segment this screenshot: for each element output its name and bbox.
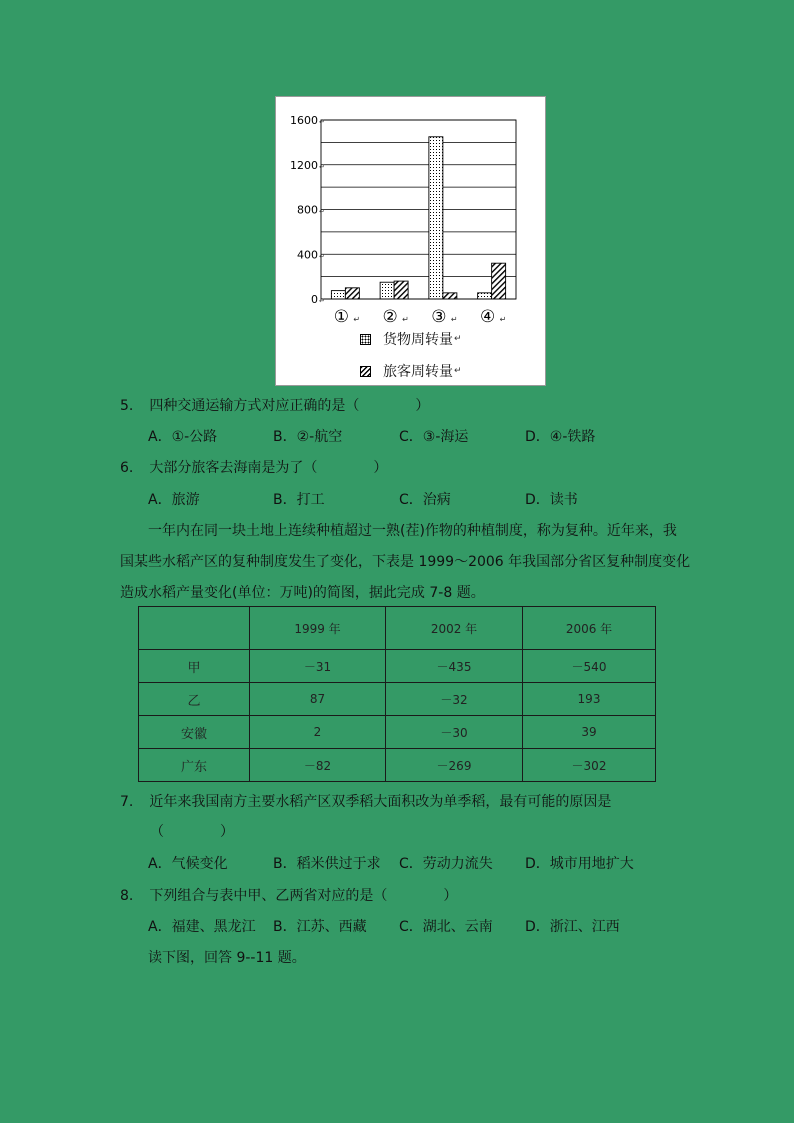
- return-mark: ↵: [499, 315, 507, 324]
- chart-bars: [331, 137, 505, 299]
- legend-item-freight: [360, 329, 462, 349]
- chart-grid: [321, 120, 516, 299]
- bar-freight: [429, 137, 443, 299]
- table-header-cell: [139, 607, 250, 650]
- q7-option-b[interactable]: B．稻米供过于求: [273, 856, 381, 872]
- bar-passenger: [443, 293, 457, 299]
- return-mark: ↵: [454, 334, 462, 344]
- q7-option-a[interactable]: A．气候变化: [148, 856, 228, 872]
- table-cell: 2: [250, 716, 386, 749]
- table-header-cell: 2002 年: [386, 607, 523, 650]
- table-cell: 39: [523, 716, 656, 749]
- table-cell: －435: [386, 650, 523, 683]
- intro-line-3: 造成水稻产量变化(单位：万吨)的简图，据此完成 7-8 题。: [120, 585, 485, 601]
- x-category-label: ④: [480, 307, 496, 327]
- legend-label-freight: 货物周转量: [383, 332, 453, 348]
- question-6: [120, 457, 387, 477]
- bar-freight: [478, 293, 492, 299]
- legend-item-passenger: [360, 361, 462, 381]
- y-tick-label: 1600: [290, 114, 318, 127]
- table-cell: 安徽: [139, 716, 250, 749]
- question-text: 下列组合与表中甲、乙两省对应的是（ ）: [149, 888, 458, 904]
- q8-option-a[interactable]: A．福建、黑龙江: [148, 919, 256, 935]
- return-mark: ↵: [353, 315, 361, 324]
- table-row: [139, 650, 656, 683]
- q5-option-c[interactable]: C．③-海运: [399, 429, 469, 445]
- bar-passenger: [492, 263, 506, 299]
- question-text: 大部分旅客去海南是为了（ ）: [149, 460, 388, 476]
- table-cell: －540: [523, 650, 656, 683]
- question-number: 7.: [120, 794, 134, 810]
- rice-yield-table: [138, 606, 656, 782]
- q6-option-c[interactable]: C．治病: [399, 492, 451, 508]
- return-mark: ↵: [319, 162, 325, 171]
- q6-option-b[interactable]: B．打工: [273, 492, 325, 508]
- intro-line-1: 一年内在同一块土地上连续种植超过一熟(茬)作物的种植制度，称为复种。近年来，我: [148, 523, 677, 539]
- question-7: [120, 791, 611, 811]
- q8-option-b[interactable]: B．江苏、西藏: [273, 919, 367, 935]
- q7-answer-blank: （ ）: [150, 824, 234, 840]
- q5-option-d[interactable]: D．④-铁路: [525, 429, 596, 445]
- legend-swatch-dots: [360, 334, 371, 345]
- legend-label-passenger: 旅客周转量: [383, 364, 453, 380]
- question-8: [120, 885, 457, 905]
- table-row: [139, 683, 656, 716]
- question-number: 5.: [120, 398, 134, 414]
- table-cell: －30: [386, 716, 523, 749]
- q5-option-a[interactable]: A．①-公路: [148, 429, 218, 445]
- question-number: 8.: [120, 888, 134, 904]
- table-header-row: [139, 607, 656, 650]
- table-header-cell: 1999 年: [250, 607, 386, 650]
- x-category-label: ③: [431, 307, 447, 327]
- x-category-label: ①: [333, 307, 349, 327]
- y-tick-label: 0: [311, 293, 318, 306]
- y-tick-label: 400: [297, 248, 318, 262]
- q5-option-b[interactable]: B．②-航空: [273, 429, 343, 445]
- table-cell: 广东: [139, 749, 250, 782]
- return-mark: ↵: [454, 366, 462, 376]
- y-tick-label: 1200: [290, 158, 318, 172]
- return-mark: ↵: [319, 297, 325, 305]
- bar-freight: [380, 282, 394, 299]
- table-cell: －82: [250, 749, 386, 782]
- question-text: 四种交通运输方式对应正确的是（ ）: [149, 398, 430, 414]
- return-mark: ↵: [402, 315, 409, 324]
- legend-swatch-hatch: [360, 366, 371, 377]
- x-category-label: ②: [382, 307, 398, 327]
- table-cell: －32: [386, 683, 523, 716]
- question-number: 6.: [120, 460, 134, 476]
- table-cell: －31: [250, 650, 386, 683]
- bar-freight: [331, 291, 345, 299]
- q7-option-c[interactable]: C．劳动力流失: [399, 856, 493, 872]
- return-mark: ↵: [319, 207, 325, 216]
- table-cell: －269: [386, 749, 523, 782]
- bar-chart: [275, 96, 546, 386]
- question-text: 近年来我国南方主要水稻产区双季稻大面积改为单季稻，最有可能的原因是: [149, 794, 612, 810]
- table-row: [139, 716, 656, 749]
- return-mark: ↵: [319, 118, 325, 126]
- q6-option-d[interactable]: D．读书: [525, 492, 578, 508]
- intro-line-2: 国某些水稻产区的复种制度发生了变化，下表是 1999～2006 年我国部分省区复种制度变化: [120, 554, 691, 570]
- q6-option-a[interactable]: A．旅游: [148, 492, 200, 508]
- table-cell: 193: [523, 683, 656, 716]
- footer-instruction: 读下图，回答 9--11 题。: [148, 950, 306, 966]
- table-header-cell: 2006 年: [523, 607, 656, 650]
- q8-option-d[interactable]: D．浙江、江西: [525, 919, 620, 935]
- y-tick-label: 800: [297, 203, 318, 217]
- bar-passenger: [394, 281, 408, 299]
- table-cell: 87: [250, 683, 386, 716]
- question-5: [120, 395, 429, 415]
- return-mark: ↵: [319, 252, 325, 261]
- q8-option-c[interactable]: C．湖北、云南: [399, 919, 493, 935]
- table-cell: －302: [523, 749, 656, 782]
- bar-passenger: [345, 288, 359, 299]
- table-cell: 乙: [139, 683, 250, 716]
- q7-option-d[interactable]: D．城市用地扩大: [525, 856, 634, 872]
- table-row: [139, 749, 656, 782]
- return-mark: ↵: [450, 315, 458, 324]
- table-cell: 甲: [139, 650, 250, 683]
